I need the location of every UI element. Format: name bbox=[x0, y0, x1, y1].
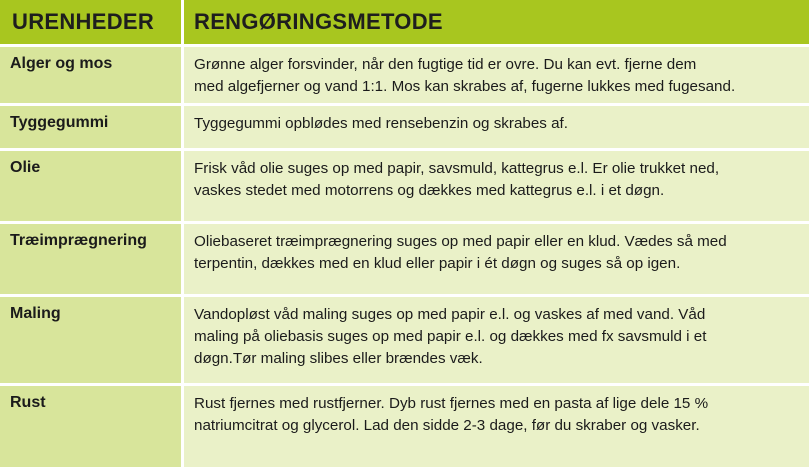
header-urenheder: URENHEDER bbox=[0, 0, 181, 44]
row-method-traeimpraegnering: Oliebaseret træimprægnering suges op med papir eller en klud. Vædes så med terpentin, dækkes med en klud eller papir i ét døgn og suges så op igen. bbox=[181, 224, 809, 294]
row-method-olie: Frisk våd olie suges op med papir, savsmuld, kattegrus e.l. Er olie trukket ned, vaskes stedet med motorrens og dækkes med kattegrus e.l. i et døgn. bbox=[181, 151, 809, 221]
row-name-maling: Maling bbox=[0, 297, 181, 383]
row-name-traeimpraegnering: Træimprægnering bbox=[0, 224, 181, 294]
row-name-alger: Alger og mos bbox=[0, 47, 181, 103]
row-name-olie: Olie bbox=[0, 151, 181, 221]
row-method-tyggegummi: Tyggegummi opblødes med rensebenzin og skrabes af. bbox=[181, 106, 809, 148]
row-name-rust: Rust bbox=[0, 386, 181, 467]
row-name-tyggegummi: Tyggegummi bbox=[0, 106, 181, 148]
header-rengoeringsmetode: RENGØRINGSMETODE bbox=[181, 0, 809, 44]
row-method-alger: Grønne alger forsvinder, når den fugtige tid er ovre. Du kan evt. fjerne dem med algefjerner og vand 1:1. Mos kan skrabes af, fugerne lukkes med fugesand. bbox=[181, 47, 809, 103]
row-method-rust: Rust fjernes med rustfjerner. Dyb rust fjernes med en pasta af lige dele 15 % natriumcitrat og glycerol. Lad den sidde 2-3 dage, før du skraber og vasker. bbox=[181, 386, 809, 467]
row-method-maling: Vandopløst våd maling suges op med papir e.l. og vaskes af med vand. Våd maling på oliebasis suges op med papir e.l. og dækkes med fx savsmuld i et døgn.Tør maling slibes eller brændes væk. bbox=[181, 297, 809, 383]
